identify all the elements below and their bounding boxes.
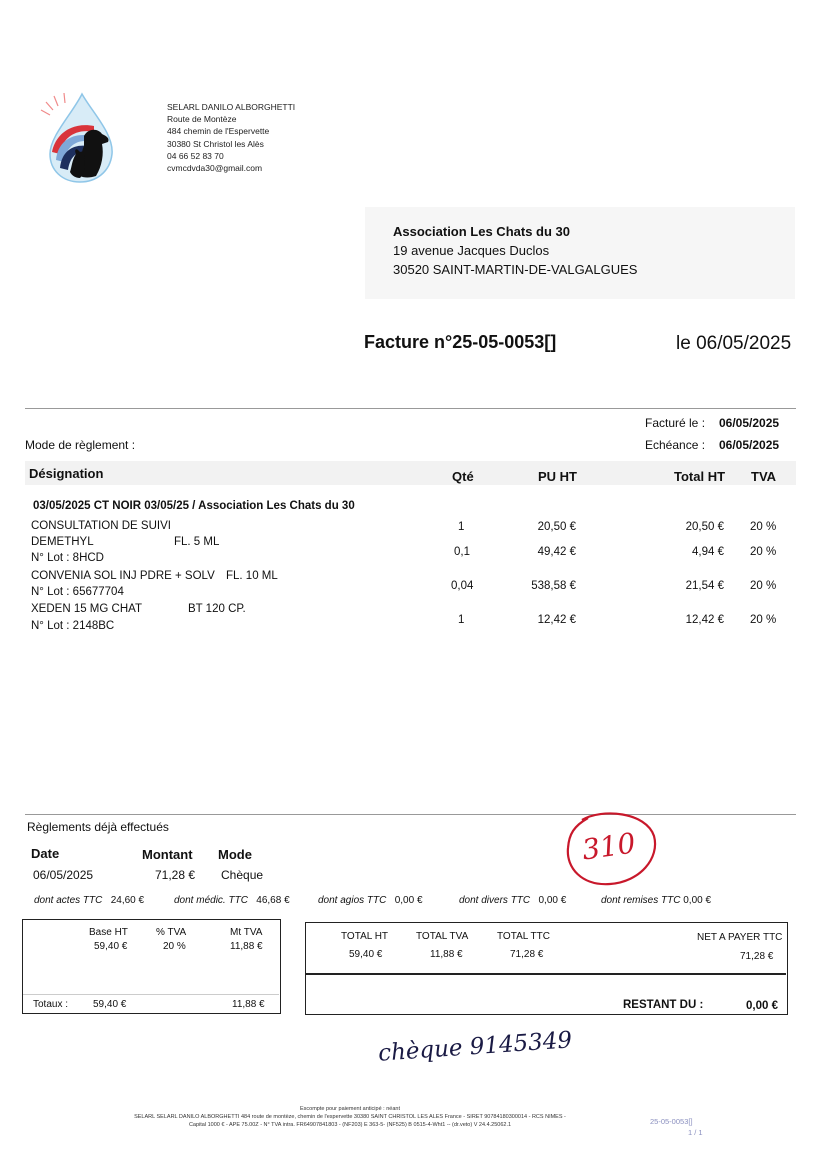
ttc-medic: [174, 895, 290, 906]
sender-phone: 04 66 52 83 70: [167, 150, 224, 161]
col-qty: Qté: [452, 469, 474, 484]
line-pu: 49,42 €: [537, 546, 576, 558]
tva-mt-label: Mt TVA: [230, 927, 263, 938]
payments-title: Règlements déjà effectués: [27, 820, 169, 834]
sender-line: 30380 St Christol les Alès: [167, 138, 264, 149]
tva-rate: 20 %: [163, 941, 186, 952]
line-name: CONVENIA SOL INJ PDRE + SOLV: [31, 570, 215, 582]
billed-value: 06/05/2025: [719, 416, 780, 430]
footer-invoice-ref: 25-05-0053[]: [650, 1117, 693, 1126]
payment-date: 06/05/2025: [33, 868, 94, 882]
line-total: 21,54 €: [685, 580, 724, 592]
tva-rate-label: % TVA: [156, 927, 187, 938]
tva-totals-mt: 11,88 €: [232, 999, 265, 1010]
ttc-label: dont médic. TTC: [174, 895, 248, 906]
divider: [25, 408, 796, 409]
line-tva: 20 %: [750, 614, 777, 626]
line-pack: FL. 5 ML: [174, 536, 220, 548]
handwritten-cheque-note: chèque 9145349: [377, 1027, 573, 1067]
ttc-label: dont agios TTC: [318, 895, 387, 906]
line-lot: N° Lot : 2148BC: [31, 620, 115, 632]
ttc-value: 0,00 €: [394, 895, 423, 906]
tva-totals-base: 59,40 €: [93, 999, 127, 1010]
total-ttc-label: TOTAL TTC: [497, 931, 550, 942]
line-name: CONSULTATION DE SUIVI: [31, 520, 171, 532]
line-total: 20,50 €: [685, 521, 724, 533]
line-qty: 0,1: [454, 546, 470, 558]
due-value: 0,00 €: [746, 1000, 778, 1012]
sender-line: Route de Montèze: [167, 114, 237, 125]
ttc-value: 0,00 €: [683, 895, 712, 906]
sender-email: cvmcdvda30@gmail.com: [167, 163, 263, 174]
footer-company: SELARL SELARL DANILO ALBORGHETTI 484 route de montèze, chemin de l'espervette 30380 SAINT CHRISTOL LES ALES France - SIRET 90784180300014 - RCS NIMES -: [134, 1114, 566, 1120]
tva-mt: 11,88 €: [230, 941, 263, 952]
invoice-title: Facture n°25-05-0053[]: [364, 332, 557, 352]
tva-totals-label: Totaux :: [33, 999, 69, 1010]
ttc-agios: [318, 895, 423, 906]
line-pack: BT 120 CP.: [188, 603, 246, 615]
stamp-number: 310: [579, 826, 638, 867]
payment-mode: Chèque: [221, 868, 264, 882]
ttc-value: 0,00 €: [538, 895, 567, 906]
line-qty: 1: [458, 521, 465, 533]
line-lot: N° Lot : 65677704: [31, 586, 124, 598]
due-label: RESTANT DU :: [623, 999, 704, 1011]
footer-page-number: 1 / 1: [688, 1128, 703, 1137]
total-ttc: 71,28 €: [510, 949, 544, 960]
tva-base-label: Base HT: [89, 927, 128, 938]
col-tva: TVA: [751, 469, 777, 484]
payments-col-date: Date: [31, 846, 60, 861]
ttc-label: dont actes TTC: [34, 895, 103, 906]
col-total: Total HT: [674, 469, 726, 484]
clinic-logo: [40, 92, 120, 184]
sender-line: 484 chemin de l'Espervette: [167, 126, 270, 137]
recipient-street: 19 avenue Jacques Duclos: [393, 243, 550, 258]
line-qty: 1: [458, 614, 465, 626]
table-section-title: 03/05/2025 CT NOIR 03/05/25 / Association Les Chats du 30: [33, 500, 355, 512]
divider: [23, 994, 279, 995]
line-tva: 20 %: [750, 521, 777, 533]
recipient-city: 30520 SAINT-MARTIN-DE-VALGALGUES: [393, 262, 638, 277]
payments-col-mode: Mode: [218, 847, 252, 862]
line-total: 4,94 €: [692, 546, 724, 558]
line-pu: 12,42 €: [537, 614, 576, 626]
ttc-label: dont divers TTC: [459, 895, 531, 906]
due-date-value: 06/05/2025: [719, 438, 780, 452]
col-designation: Désignation: [29, 466, 104, 481]
col-pu: PU HT: [538, 469, 577, 484]
total-ht-label: TOTAL HT: [341, 931, 389, 942]
footer: [60, 1105, 640, 1129]
net-label: NET A PAYER TTC: [697, 932, 783, 943]
line-name: XEDEN 15 MG CHAT: [31, 603, 142, 615]
line-pu: 538,58 €: [531, 580, 576, 592]
ttc-value: 46,68 €: [256, 895, 290, 906]
line-tva: 20 %: [750, 546, 777, 558]
billed-label: Facturé le :: [645, 416, 706, 430]
total-tva: 11,88 €: [430, 949, 463, 960]
footer-discount: Escompte pour paiement anticipé : néant: [300, 1106, 400, 1112]
ttc-divers: [459, 895, 566, 906]
line-tva: 20 %: [750, 580, 777, 592]
line-lot: N° Lot : 8HCD: [31, 552, 104, 564]
line-total: 12,42 €: [685, 614, 724, 626]
sender-name: SELARL DANILO ALBORGHETTI: [167, 102, 296, 112]
payment-mode-label: Mode de règlement :: [25, 438, 136, 452]
divider: [25, 814, 796, 815]
total-tva-label: TOTAL TVA: [416, 931, 469, 942]
sender-address: [167, 101, 295, 174]
net-value: 71,28 €: [740, 951, 774, 962]
invoice-date: le 06/05/2025: [676, 333, 792, 354]
divider: [306, 973, 786, 975]
ttc-value: 24,60 €: [110, 895, 145, 906]
total-ht: 59,40 €: [349, 949, 383, 960]
tva-base: 59,40 €: [94, 941, 128, 952]
line-qty: 0,04: [451, 580, 474, 592]
line-pu: 20,50 €: [537, 521, 576, 533]
line-pack: FL. 10 ML: [226, 570, 278, 582]
due-date-label: Echéance :: [645, 438, 706, 452]
line-name: DEMETHYL: [31, 536, 94, 548]
ttc-acts: [34, 895, 144, 906]
recipient-address: [393, 222, 637, 279]
ttc-label: dont remises TTC: [601, 895, 681, 906]
recipient-name: Association Les Chats du 30: [393, 224, 570, 239]
footer-legal: Capital 1000 € - APE 75.00Z - N° TVA intra. FR64907841803 - (NF203) E 363-5- (NF525) B 0515-4-Wht1 -- (dr.veto) V 24.4.25062.1: [188, 1122, 512, 1128]
ttc-remises: [601, 895, 711, 906]
payment-amount: 71,28 €: [155, 868, 196, 882]
payments-col-amount: Montant: [142, 847, 193, 862]
